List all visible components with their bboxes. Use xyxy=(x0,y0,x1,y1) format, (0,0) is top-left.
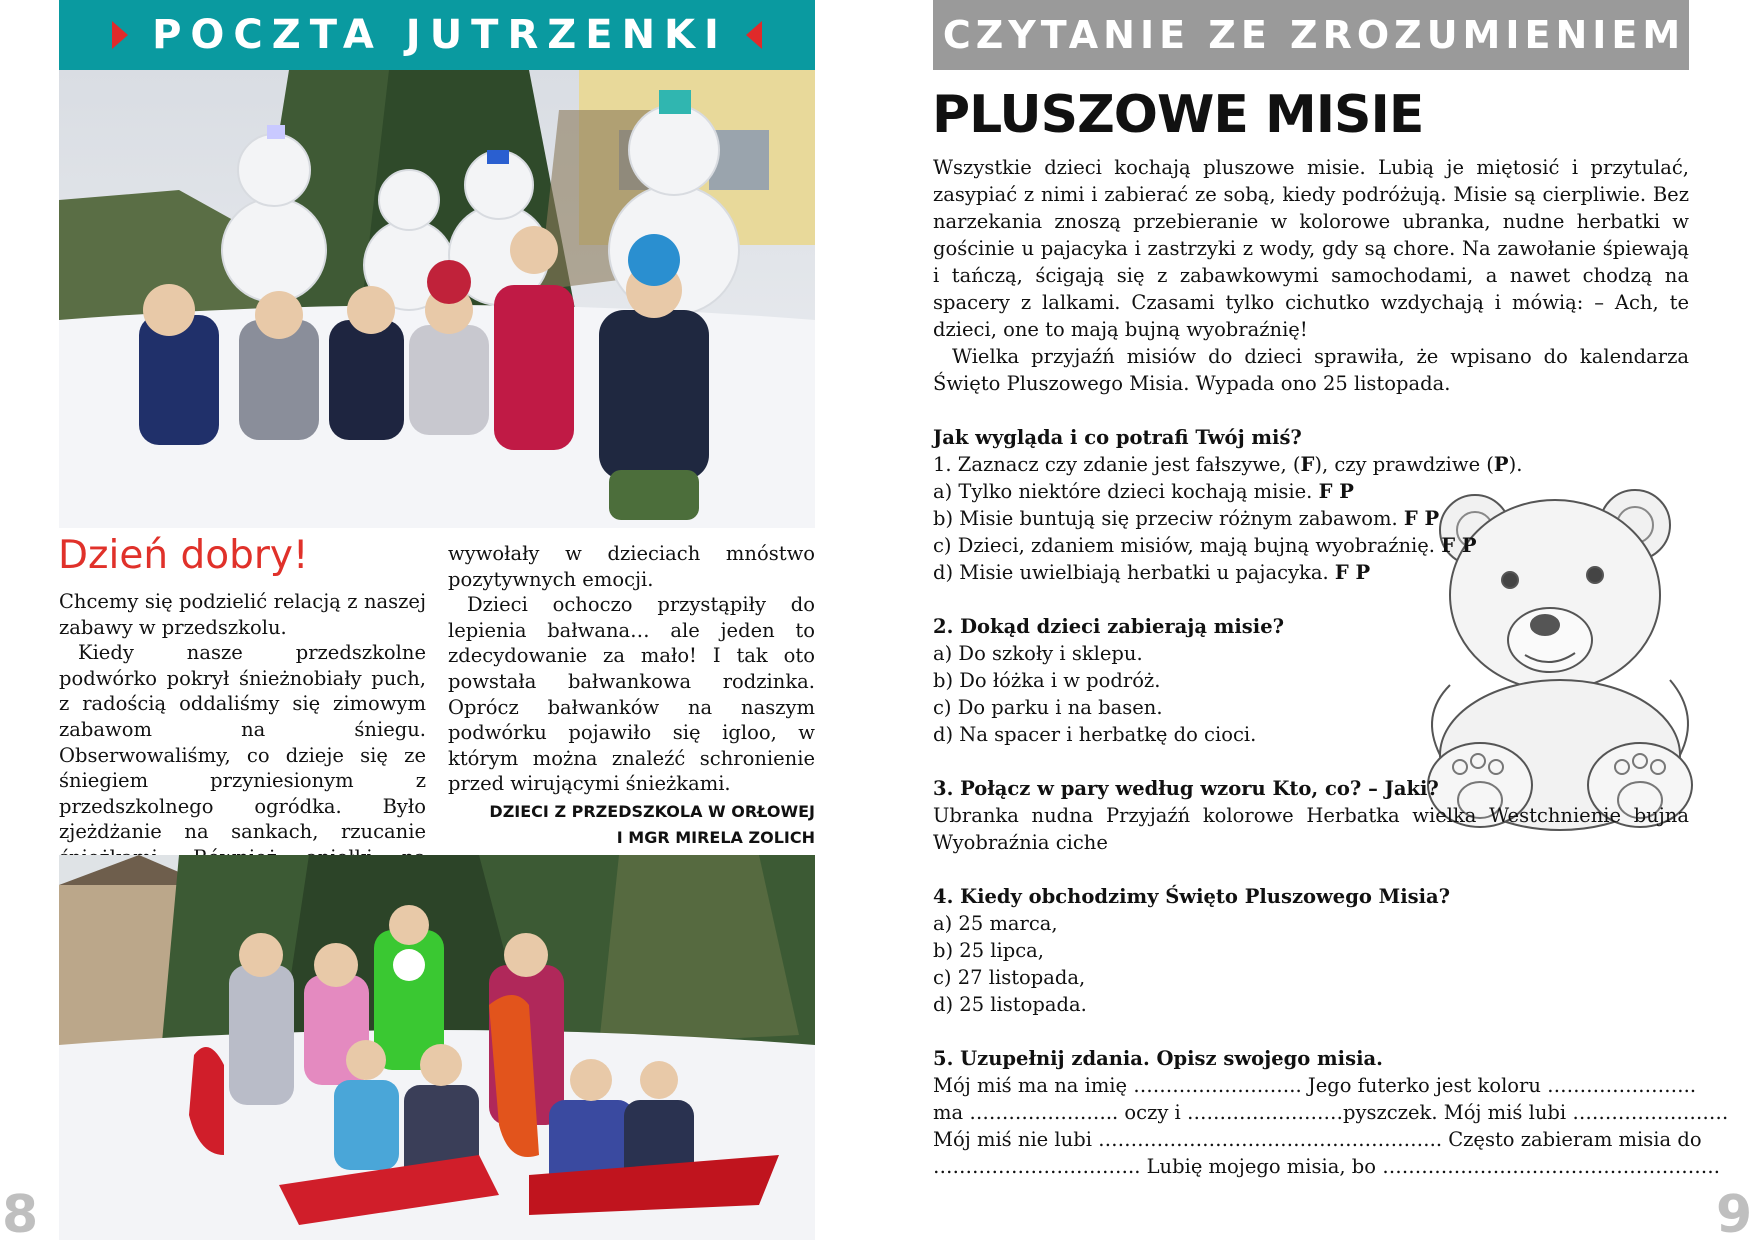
byline-line-1: DZIECI Z PRZEDSZKOLA W ORŁOWEJ xyxy=(489,801,815,821)
story-paragraph: Wszystkie dzieci kochają pluszowe misie. Lubią je miętosić i przytulać, zasypiać z nimi i zabierać ze sobą, kiedy podróżują. Misie są cierpliwie. Bez narzekania znoszą przebieranie w kolorowe ubranka, nudne herbatki w gościnie u pajacyka i zastrzyki z wody, gdy są chore. Na zawołanie śpiewają i tańczą, ścigają się z zabawkowymi samochodami, a nawet chodzą na spacery z lalkami. Czasami tylko cichutko wzdychają i mówią: – Ach, te dzieci, one to mają bujną wyobraźnię! xyxy=(933,156,1689,341)
true-false-mark[interactable]: F P xyxy=(1403,507,1440,530)
q1-item: c) Dzieci, zdaniem misiów, mają bujną wyobraźnię. F P xyxy=(933,534,1477,557)
true-false-mark[interactable]: F P xyxy=(1334,561,1371,584)
right-triangle-icon xyxy=(112,21,128,49)
page-title: PLUSZOWE MISIE xyxy=(932,85,1424,145)
article-paragraph: Chcemy się podzielić relacją z naszej zabawy w przedszkolu. xyxy=(59,590,426,639)
q4-title: 4. Kiedy obchodzimy Święto Pluszowego Misia? xyxy=(933,885,1451,908)
questions-section-title: Jak wygląda i co potrafi Twój miś? xyxy=(933,426,1302,449)
q1-instruction: 1. Zaznacz czy zdanie jest fałszywe, (F), czy prawdziwe (P). xyxy=(933,453,1523,476)
section-header-label: POCZTA JUTRZENKI xyxy=(152,12,728,58)
byline-line-2: I MGR MIRELA ZOLICH xyxy=(616,827,815,847)
page-number-right: 9 xyxy=(1716,1185,1752,1245)
q1-item: a) Tylko niektóre dzieci kochają misie. F P xyxy=(933,480,1354,503)
q1-item: d) Misie uwielbiają herbatki u pajacyka. F P xyxy=(933,561,1371,584)
section-header-poczta xyxy=(59,0,815,70)
photo-snowmen xyxy=(59,70,815,528)
q1-item: b) Misie buntują się przeciw różnym zabawom. F P xyxy=(933,507,1440,530)
article-paragraph: wywołały w dzieciach mnóstwo pozytywnych emocji. xyxy=(448,542,815,591)
article-greeting: Dzień dobry! xyxy=(58,533,309,578)
article-paragraph: Kiedy nasze przedszkolne podwórko pokrył śnieżnobiały puch, z radością oddaliśmy się zimowym zabawom na śniegu. Obserwowaliśmy, co dzieje się ze śniegiem przyniesionym z przedszkolnego ogródka. Było zjeżdżanie na sankach, rzucanie xyxy=(59,641,426,844)
story-text xyxy=(933,154,1689,397)
questions xyxy=(933,424,1729,1180)
article-paragraph: Dzieci ochoczo przystąpiły do lepienia bałwana… ale jeden to zdecydowanie za mało! I tak oto powstała bałwankowa rodzinka. Oprócz bałwanków na naszym podwórku pojawiło się igloo, w którym można znaleźć schronienie przed wirującymi śnieżkami. xyxy=(448,593,815,796)
section-header-czytanie xyxy=(933,0,1689,70)
q5-title: 5. Uzupełnij zdania. Opisz swojego misia. xyxy=(933,1047,1383,1070)
q3-title: 3. Połącz w pary według wzoru Kto, co? – Jaki? xyxy=(933,777,1439,800)
q4-option[interactable]: a) 25 marca, xyxy=(933,912,1058,935)
left-triangle-icon xyxy=(1697,21,1713,49)
q5-fill-line[interactable]: ………………………….. Lubię mojego misia, bo ……………………………………………. xyxy=(933,1155,1720,1178)
section-header-label: CZYTANIE ZE ZROZUMIENIEM xyxy=(942,13,1686,57)
right-triangle-icon xyxy=(909,21,925,49)
story-paragraph: Wielka przyjaźń misiów do dzieci sprawiła, że wpisano do kalendarza Święto Pluszowego Misia. Wypada ono 25 listopada. xyxy=(933,345,1689,395)
article-column-1 xyxy=(59,589,426,896)
q4-option[interactable]: c) 27 listopada, xyxy=(933,966,1086,989)
q2-option[interactable]: b) Do łóżka i w podróż. xyxy=(933,669,1161,692)
true-false-mark[interactable]: F P xyxy=(1318,480,1354,503)
q2-option[interactable]: d) Na spacer i herbatkę do cioci. xyxy=(933,723,1257,746)
q2-option[interactable]: c) Do parku i na basen. xyxy=(933,696,1163,719)
q5-fill-line[interactable]: ma ………………….. oczy i ……………………pyszczek. Mój miś lubi …………………… xyxy=(933,1101,1729,1124)
photo-sleds xyxy=(59,855,815,1240)
article-byline xyxy=(448,799,815,851)
page-number-left: 8 xyxy=(2,1185,39,1245)
q5-fill-line[interactable]: Mój miś nie lubi …………………………………………….. Często zabieram misia do xyxy=(933,1128,1702,1151)
left-triangle-icon xyxy=(746,21,762,49)
q4-option[interactable]: d) 25 listopada. xyxy=(933,993,1087,1016)
q2-option[interactable]: a) Do szkoły i sklepu. xyxy=(933,642,1143,665)
q3-words: Ubranka nudna Przyjaźń kolorowe Herbatka wielka Westchnienie bujna Wyobraźnia ciche xyxy=(933,804,1689,854)
article-column-2 xyxy=(448,541,815,851)
q5-fill-line[interactable]: Mój miś ma na imię …………………….. Jego futerko jest koloru ………………….. xyxy=(933,1074,1697,1097)
q4-option[interactable]: b) 25 lipca, xyxy=(933,939,1045,962)
true-false-mark[interactable]: F P xyxy=(1441,534,1477,557)
q2-title: 2. Dokąd dzieci zabierają misie? xyxy=(933,615,1285,638)
